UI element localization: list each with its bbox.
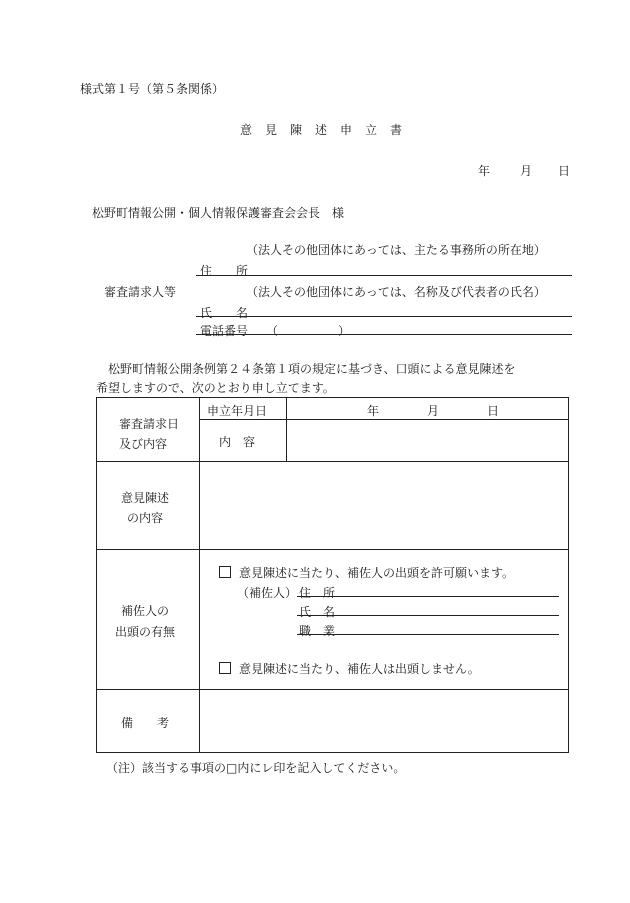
phone-underline: [196, 334, 572, 335]
name-label: 氏 名: [200, 306, 249, 320]
assistant-address: 住 所: [299, 586, 336, 600]
applicant-group-label: 審査請求人等: [104, 285, 177, 299]
assistant-address-underline: [297, 596, 559, 597]
assistant-job-underline: [297, 634, 559, 635]
row3-header-line2: 出頭の有無: [115, 625, 176, 639]
assistant-job: 職 業: [299, 624, 336, 638]
name-note: （法人その他団体にあっては、名称及び代表者の氏名）: [246, 285, 546, 299]
row3-header-line1: 補佐人の: [121, 604, 170, 618]
date-day: 日: [558, 164, 571, 178]
address-underline: [196, 275, 572, 276]
addressee: 松野町情報公開・個人情報保護審査会会長 様: [92, 206, 345, 220]
checkbox-assistant-attend[interactable]: [219, 566, 231, 578]
address-note: （法人その他団体にあっては、主たる事務所の所在地）: [246, 243, 546, 257]
row1-header-line2: 及び内容: [119, 437, 168, 451]
address-label: 住 所: [200, 264, 249, 278]
request-date-value: 年 月 日: [367, 404, 500, 418]
row2-header-line2: の内容: [127, 511, 164, 525]
date-year: 年: [478, 164, 491, 178]
row2-bottom: [97, 549, 568, 550]
footnote: （注）該当する事項の□内にレ印を記入してください。: [106, 761, 406, 775]
assistant-name-underline: [297, 615, 559, 616]
row1-inner-hline: [199, 419, 569, 420]
row2-header-line1: 意見陳述: [121, 491, 170, 505]
body-text-line1: 松野町情報公開条例第２４条第１項の規定に基づき、口頭による意見陳述を: [96, 362, 516, 376]
checkbox-assistant-not-attend[interactable]: [219, 662, 231, 674]
option1-text: 意見陳述に当たり、補佐人の出頭を許可願います。: [239, 566, 515, 580]
option-assistant-not-attend[interactable]: [219, 660, 480, 677]
option-assistant-attend[interactable]: [219, 564, 514, 581]
request-date-label: 申立年月日: [207, 404, 268, 418]
row1-inner-divider: [286, 398, 287, 461]
assistant-name: 氏 名: [299, 605, 336, 619]
date-month: 月: [520, 164, 533, 178]
row3-bottom: [97, 689, 568, 690]
row1-header-line1: 審査請求日: [119, 417, 180, 431]
row1-bottom: [97, 461, 568, 462]
body-text-line2: 希望しますので、次のとおり申し立てます。: [96, 381, 335, 395]
name-underline: [196, 316, 572, 317]
phone-label: 電話番号 （ ）: [200, 324, 351, 338]
application-table: [96, 397, 569, 753]
assistant-label: （補佐人）: [237, 586, 298, 600]
option2-text: 意見陳述に当たり、補佐人は出頭しません。: [239, 662, 480, 676]
page-title: 意見陳述申立書: [240, 123, 416, 137]
row4-header: 備 考: [121, 716, 170, 730]
content-label: 内 容: [219, 435, 256, 449]
header-column-divider: [199, 398, 200, 752]
form-number: 様式第１号（第５条関係）: [80, 82, 225, 96]
